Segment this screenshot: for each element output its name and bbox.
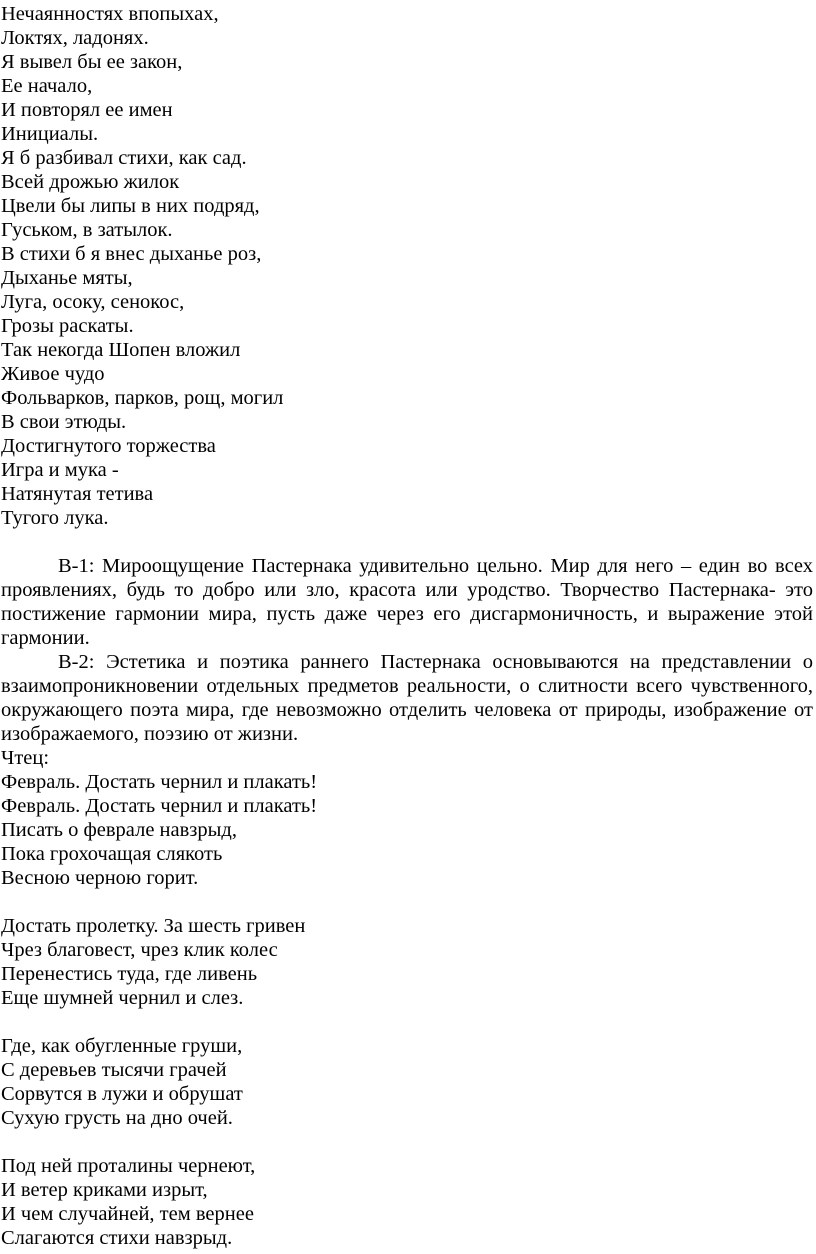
poem-line: Нечаянностях впопыхах, [1,3,219,25]
reader-label: Чтец: [1,747,50,769]
poem-line: Сухую грусть на дно очей. [1,1107,233,1129]
poem-line: Февраль. Достать чернил и плакать! [1,771,318,793]
poem-line: В свои этюды. [1,411,127,433]
stanza-break [1,890,813,914]
poem-line: Так некогда Шопен вложил [1,339,241,361]
poem-line: Еще шумней чернил и слез. [1,987,244,1009]
commentary-paragraph-v2: В-2: Эстетика и поэтика раннего Пастернака основываются на представлении о взаимопроникновении отдельных предметов реальности, о слитности всего чувственного, окружающего поэта мира, где невозможно отделить человека от природы, изображение от изображаемого, поэзию от жизни. [1,651,813,745]
commentary [1,554,813,770]
poem-line: И ветер криками изрыт, [1,1179,208,1201]
poem-line: Луга, осоку, сенокос, [1,291,185,313]
poem-line: Где, как обугленные груши, [1,1035,243,1057]
poem-line: Игра и мука - [1,459,119,481]
commentary-paragraph-v1: В-1: Мироощущение Пастернака удивительно цельно. Мир для него – един во всех проявлениях, будь то добро или зло, красота или уродство. Творчество Пастернака- это постижение гармонии мира, пусть даже через его дисгармоничность, и выражение этой гармонии. [1,555,813,649]
poem-line: Живое чудо [1,363,105,385]
poem-line: И повторял ее имен [1,99,173,121]
stanza [1,1034,813,1130]
poem-line: Достигнутого торжества [1,435,216,457]
stanza [1,770,813,890]
poem-line: В стихи б я внес дыханье роз, [1,243,262,265]
poem-line: Локтях, ладонях. [1,27,149,49]
poem-line: Я вывел бы ее закон, [1,51,183,73]
poem-line: Я б разбивал стихи, как сад. [1,147,247,169]
poem-line: Натянутая тетива [1,483,154,505]
poem-line: Февраль. Достать чернил и плакать! [1,795,318,817]
poem-line: Дыханье мяты, [1,267,133,289]
poem-line: Всей дрожью жилок [1,171,180,193]
february-poem [1,770,813,1250]
poem-line: Перенестись туда, где ливень [1,963,258,985]
poem-line: Весною черною горит. [1,867,199,889]
poem-line: Достать пролетку. За шесть гривен [1,915,306,937]
poem-line: Под ней проталины чернеют, [1,1155,256,1177]
poem-line: Фольварков, парков, рощ, могил [1,387,284,409]
poem-line: Грозы раскаты. [1,315,134,337]
poem-line: Чрез благовест, чрез клик колес [1,939,278,961]
stanza-break [1,1010,813,1034]
poem-line: Цвели бы липы в них подряд, [1,195,260,217]
poem-line: Инициалы. [1,123,99,145]
poem-line: Ее начало, [1,75,93,97]
stanza [1,914,813,1010]
poem-line: Гуськом, в затылок. [1,219,173,241]
stanza [1,1154,813,1250]
poem-line: Писать о феврале навзрыд, [1,819,237,841]
poem-line: Слагаются стихи навзрыд. [1,1227,233,1249]
poem-line: С деревьев тысячи грачей [1,1059,227,1081]
poem-line: Тугого лука. [1,507,109,529]
poem-line: Пока грохочащая слякоть [1,843,223,865]
poem-line: Сорвутся в лужи и обрушат [1,1083,243,1105]
poem-line: И чем случайней, тем вернее [1,1203,254,1225]
poem-fragment [1,2,813,530]
stanza-break [1,1130,813,1154]
